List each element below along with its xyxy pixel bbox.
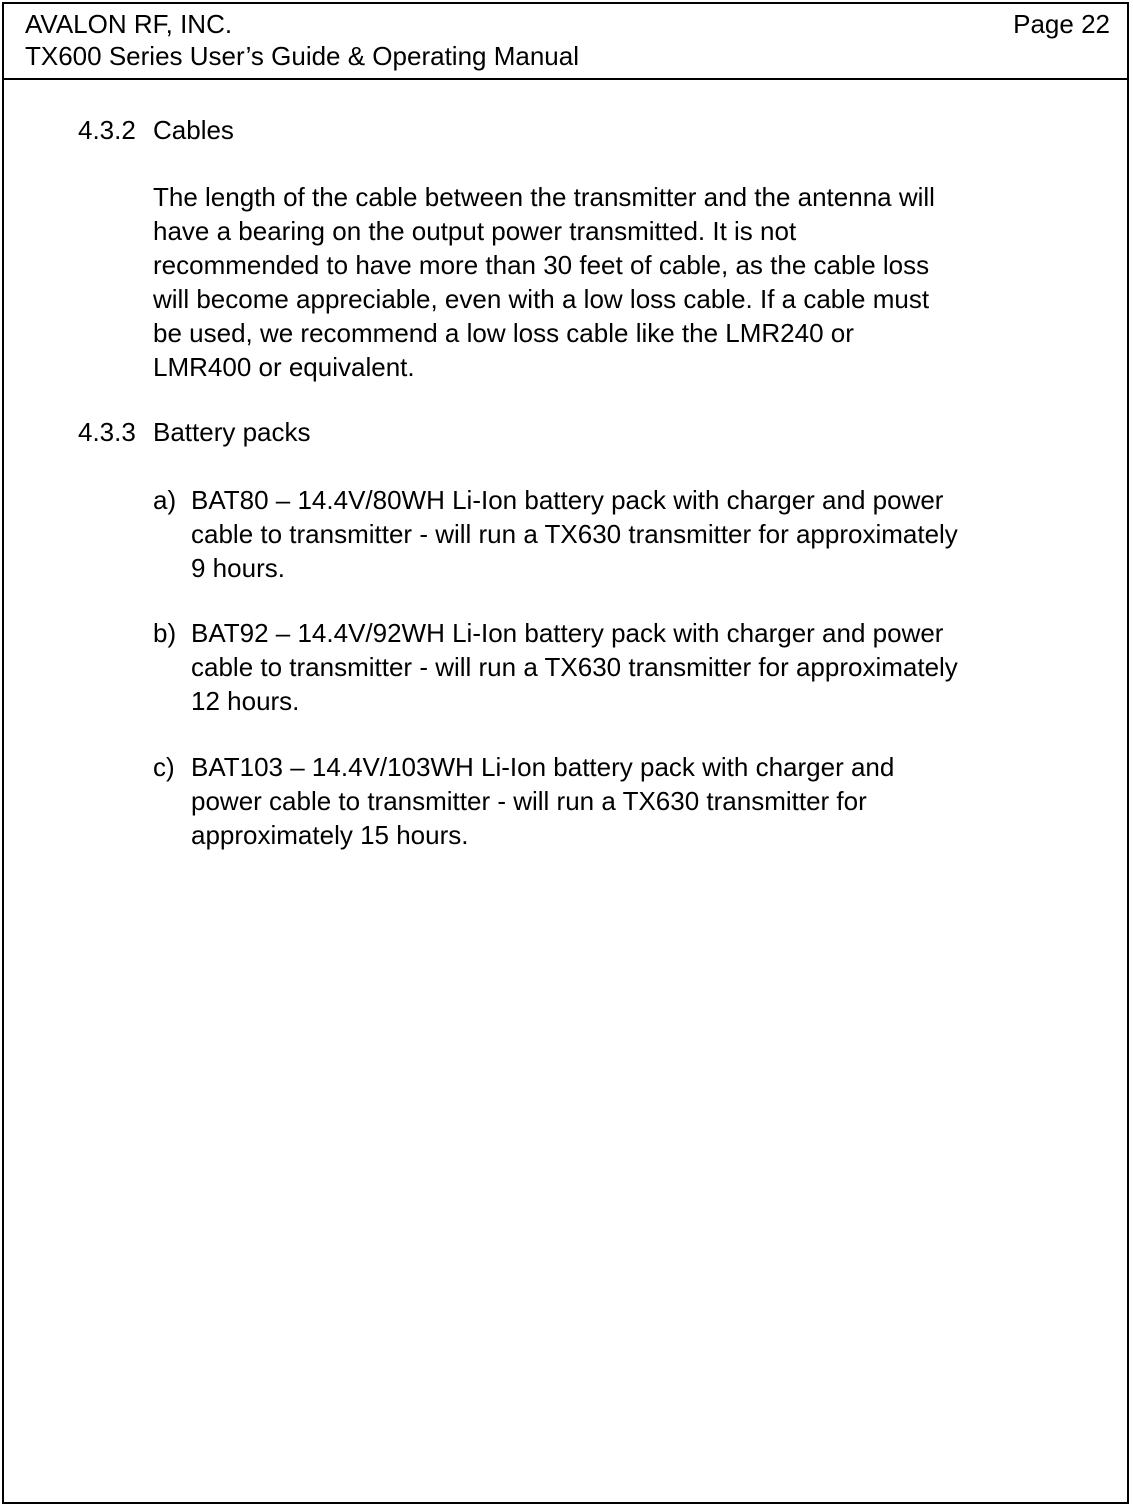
list-item-line: power cable to transmitter - will run a TX630 transmitter for — [191, 786, 867, 816]
list-item-line: 9 hours. — [191, 553, 285, 583]
company-name: AVALON RF, INC. — [25, 9, 233, 39]
list-item-line: 12 hours. — [191, 686, 300, 716]
list-item-line: BAT103 – 14.4V/103WH Li-Ion battery pack with charger and — [191, 752, 895, 782]
page-number: Page 22 — [1013, 9, 1110, 39]
list-item-line: cable to transmitter - will run a TX630 transmitter for approximately — [191, 652, 958, 682]
list-item-line: BAT80 – 14.4V/80WH Li-Ion battery pack with charger and power — [191, 485, 944, 515]
manual-title: TX600 Series User’s Guide & Operating Manual — [25, 41, 579, 71]
cables-paragraph — [153, 180, 1053, 384]
list-item-line: BAT92 – 14.4V/92WH Li-Ion battery pack with charger and power — [191, 618, 944, 648]
list-item-line: approximately 15 hours. — [191, 820, 469, 850]
list-item-marker: c) — [153, 752, 175, 782]
list-item-marker: a) — [153, 485, 177, 515]
paragraph-line: The length of the cable between the transmitter and the antenna will — [153, 182, 935, 212]
paragraph-line: recommended to have more than 30 feet of cable, as the cable loss — [153, 250, 930, 280]
list-item — [191, 483, 1071, 585]
paragraph-line: will become appreciable, even with a low loss cable. If a cable must — [153, 284, 930, 314]
section-title-battery: Battery packs — [153, 417, 311, 447]
list-item — [191, 616, 1071, 718]
paragraph-line: have a bearing on the output power transmitted. It is not — [153, 216, 797, 246]
section-number-cables: 4.3.2 — [78, 115, 136, 145]
list-item — [191, 750, 1071, 852]
paragraph-line: be used, we recommend a low loss cable like the LMR240 or — [153, 318, 854, 348]
list-item-line: cable to transmitter - will run a TX630 transmitter for approximately — [191, 519, 958, 549]
page-header — [4, 4, 1127, 80]
section-number-battery: 4.3.3 — [78, 417, 136, 447]
section-title-cables: Cables — [153, 115, 234, 145]
paragraph-line: LMR400 or equivalent. — [153, 352, 415, 382]
list-item-marker: b) — [153, 618, 177, 648]
